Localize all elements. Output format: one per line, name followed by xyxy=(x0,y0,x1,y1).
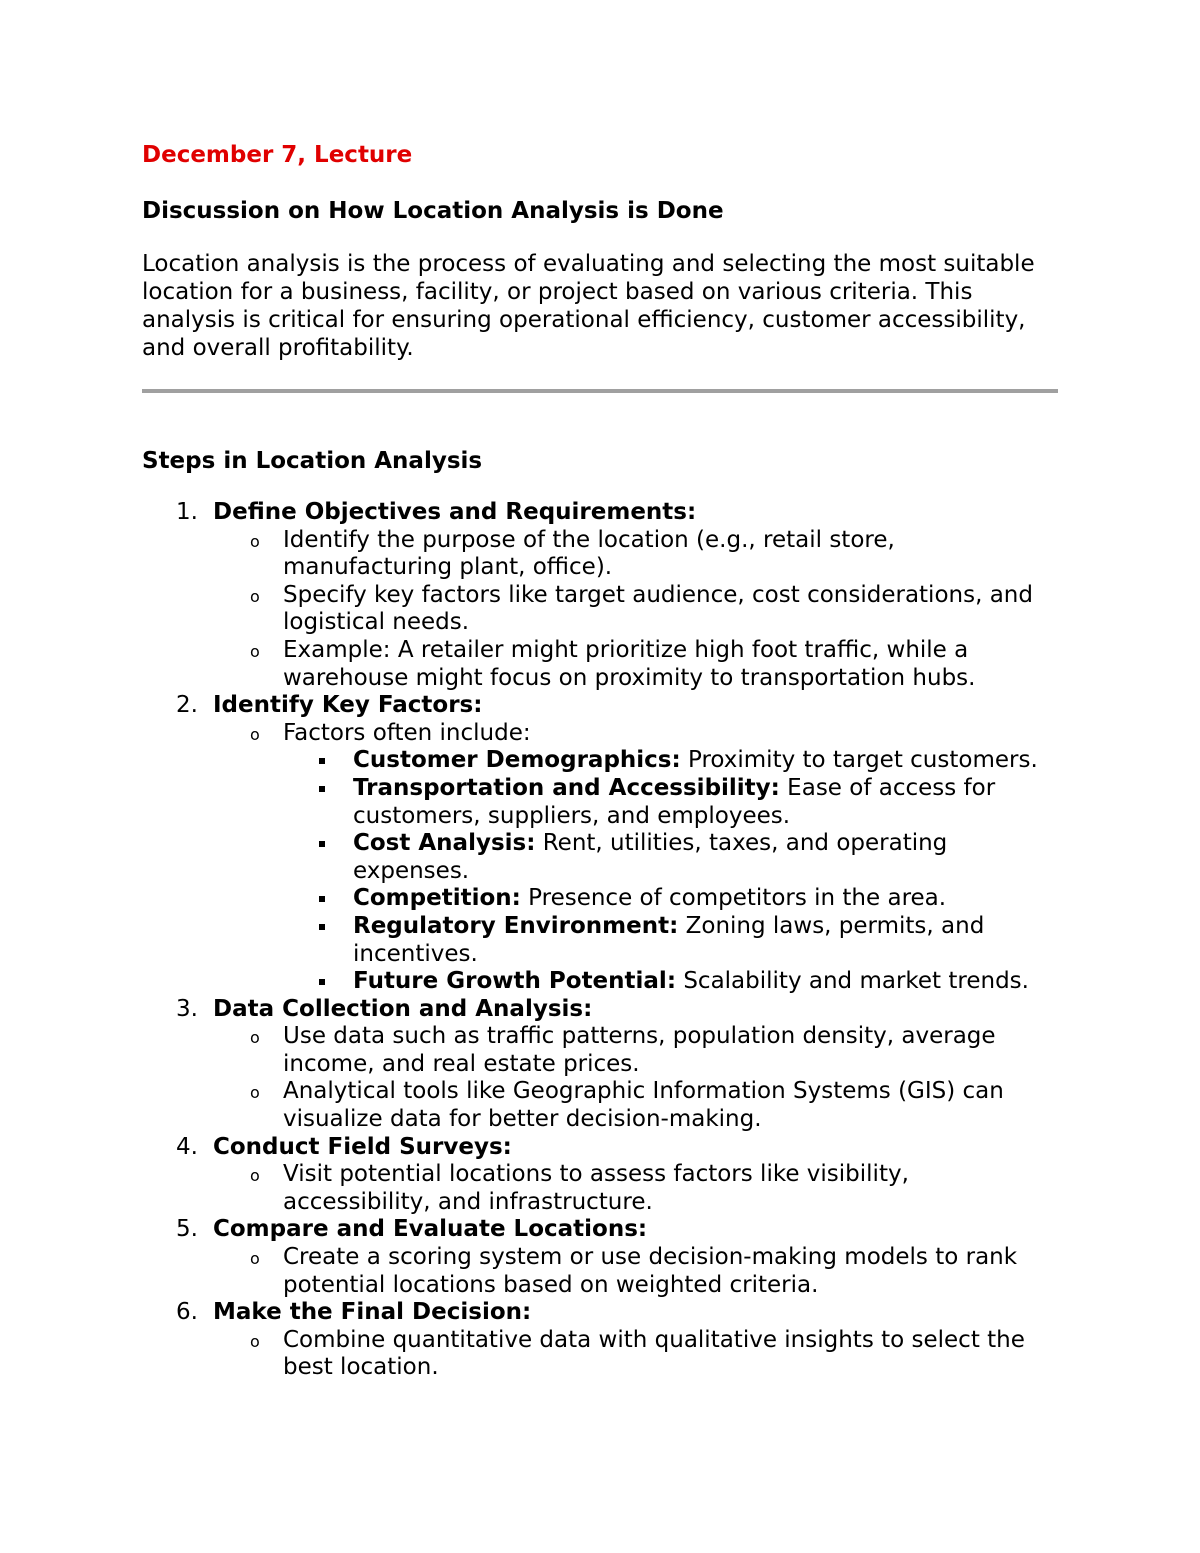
sub-item-line: accessibility, and infrastructure. xyxy=(283,1188,653,1215)
document-title: Discussion on How Location Analysis is Done xyxy=(142,198,724,224)
factor-line: incentives. xyxy=(353,940,478,967)
step-title xyxy=(176,692,1062,720)
step-title xyxy=(176,499,1062,527)
square-bullet-icon xyxy=(319,924,325,930)
step-title-text: Compare and Evaluate Locations: xyxy=(213,1216,648,1243)
sub-list xyxy=(213,1327,1062,1382)
lecture-date: December 7, Lecture xyxy=(142,142,413,168)
sub-item-line: Factors often include: xyxy=(283,719,531,746)
intro-line: Location analysis is the process of evaluating and selecting the most suitable xyxy=(142,251,1035,277)
factor-line xyxy=(353,968,1062,996)
factor-description: Rent, utilities, taxes, and operating xyxy=(535,830,948,857)
sub-item xyxy=(213,1078,1062,1133)
factor-name: Customer Demographics: xyxy=(353,747,681,774)
step-title-text: Define Objectives and Requirements: xyxy=(213,499,697,525)
circle-bullet-icon: o xyxy=(250,1331,260,1351)
factor-description: Ease of access for xyxy=(779,774,996,801)
step-number: 5. xyxy=(176,1216,198,1243)
step-number: 1. xyxy=(176,499,198,525)
factor-name: Cost Analysis: xyxy=(353,830,536,857)
circle-bullet-icon: o xyxy=(250,1028,260,1048)
sub-item-line: manufacturing plant, office). xyxy=(283,554,613,581)
circle-bullet-icon: o xyxy=(250,641,260,661)
sub-item xyxy=(213,1327,1062,1382)
circle-bullet-icon: o xyxy=(250,724,260,744)
circle-bullet-icon: o xyxy=(250,531,260,551)
steps-heading: Steps in Location Analysis xyxy=(142,448,483,474)
sub-item xyxy=(213,1244,1062,1299)
sub-item xyxy=(213,1161,1062,1216)
square-bullet-icon xyxy=(319,979,325,985)
square-bullet-icon xyxy=(319,841,325,847)
sub-item-line: Use data such as traffic patterns, population density, average xyxy=(283,1023,996,1050)
step-item xyxy=(142,692,1062,996)
sub-item-line: Identify the purpose of the location (e.g., retail store, xyxy=(283,526,895,553)
factor-item xyxy=(283,885,1062,913)
factor-line xyxy=(353,885,1062,913)
circle-bullet-icon: o xyxy=(250,1083,260,1103)
sub-item-line: warehouse might focus on proximity to transportation hubs. xyxy=(283,664,976,691)
factor-item xyxy=(283,913,1062,968)
step-number: 2. xyxy=(176,692,198,719)
sub-list xyxy=(213,1023,1062,1133)
square-bullet-icon xyxy=(319,896,325,902)
step-item xyxy=(142,1216,1062,1299)
factor-list xyxy=(283,747,1062,995)
intro-line: analysis is critical for ensuring operational efficiency, customer accessibility, xyxy=(142,307,1026,333)
factor-description: Zoning laws, permits, and xyxy=(678,912,985,939)
square-bullet-icon xyxy=(319,758,325,764)
factor-line xyxy=(353,913,1062,941)
factor-name: Regulatory Environment: xyxy=(353,912,679,939)
step-item xyxy=(142,996,1062,1134)
factor-line xyxy=(353,747,1062,775)
factor-line: customers, suppliers, and employees. xyxy=(353,802,791,829)
circle-bullet-icon: o xyxy=(250,1249,260,1269)
step-title-text: Identify Key Factors: xyxy=(213,692,483,719)
sub-item xyxy=(213,720,1062,996)
square-bullet-icon xyxy=(319,786,325,792)
intro-line: location for a business, facility, or project based on various criteria. This xyxy=(142,279,973,305)
step-title-text: Conduct Field Surveys: xyxy=(213,1133,512,1160)
sub-item-line: Combine quantitative data with qualitative insights to select the xyxy=(283,1326,1025,1353)
document-page xyxy=(142,138,1062,1382)
sub-item-line: income, and real estate prices. xyxy=(283,1050,640,1077)
sub-item-line: best location. xyxy=(283,1354,439,1381)
sub-item-line: Specify key factors like target audience, cost considerations, and xyxy=(283,581,1033,608)
sub-list xyxy=(213,527,1062,693)
factor-item xyxy=(283,968,1062,996)
sub-list xyxy=(213,720,1062,996)
factor-line xyxy=(353,775,1062,803)
factor-item xyxy=(283,747,1062,775)
sub-item-line: logistical needs. xyxy=(283,609,470,636)
step-title xyxy=(176,1133,1062,1162)
step-item xyxy=(142,1134,1062,1217)
factor-description: Presence of competitors in the area. xyxy=(520,885,947,912)
step-number: 4. xyxy=(176,1133,198,1160)
intro-paragraph xyxy=(142,250,1062,362)
sub-item xyxy=(213,582,1062,637)
steps-list xyxy=(142,499,1062,1382)
step-title-text: Data Collection and Analysis: xyxy=(213,995,593,1022)
step-title xyxy=(176,1216,1062,1244)
factor-line: expenses. xyxy=(353,857,470,884)
circle-bullet-icon: o xyxy=(250,1166,260,1186)
sub-item-line: visualize data for better decision-making. xyxy=(283,1106,762,1133)
sub-item xyxy=(213,527,1062,582)
factor-line xyxy=(353,830,1062,858)
sub-item xyxy=(213,1023,1062,1078)
factor-description: Proximity to target customers. xyxy=(680,747,1038,774)
sub-list xyxy=(213,1161,1062,1216)
sub-item-line: Example: A retailer might prioritize high foot traffic, while a xyxy=(283,636,969,663)
sub-item xyxy=(213,637,1062,692)
circle-bullet-icon: o xyxy=(250,586,260,606)
factor-item xyxy=(283,775,1062,830)
step-number: 6. xyxy=(176,1299,198,1326)
factor-item xyxy=(283,830,1062,885)
intro-line: and overall profitability. xyxy=(142,335,414,361)
factor-description: Scalability and market trends. xyxy=(676,968,1029,995)
step-number: 3. xyxy=(176,995,198,1022)
step-item xyxy=(142,1299,1062,1382)
step-title xyxy=(176,995,1062,1024)
step-title xyxy=(176,1299,1062,1327)
sub-item-line: Create a scoring system or use decision-making models to rank xyxy=(283,1244,1018,1271)
step-item xyxy=(142,499,1062,692)
sub-item-line: potential locations based on weighted criteria. xyxy=(283,1271,819,1298)
factor-name: Competition: xyxy=(353,885,521,912)
sub-list xyxy=(213,1244,1062,1299)
step-title-text: Make the Final Decision: xyxy=(213,1299,532,1326)
factor-name: Future Growth Potential: xyxy=(353,968,677,995)
sub-item-line: Analytical tools like Geographic Information Systems (GIS) can xyxy=(283,1078,1004,1105)
sub-item-line: Visit potential locations to assess factors like visibility, xyxy=(283,1161,909,1188)
factor-name: Transportation and Accessibility: xyxy=(353,774,780,801)
